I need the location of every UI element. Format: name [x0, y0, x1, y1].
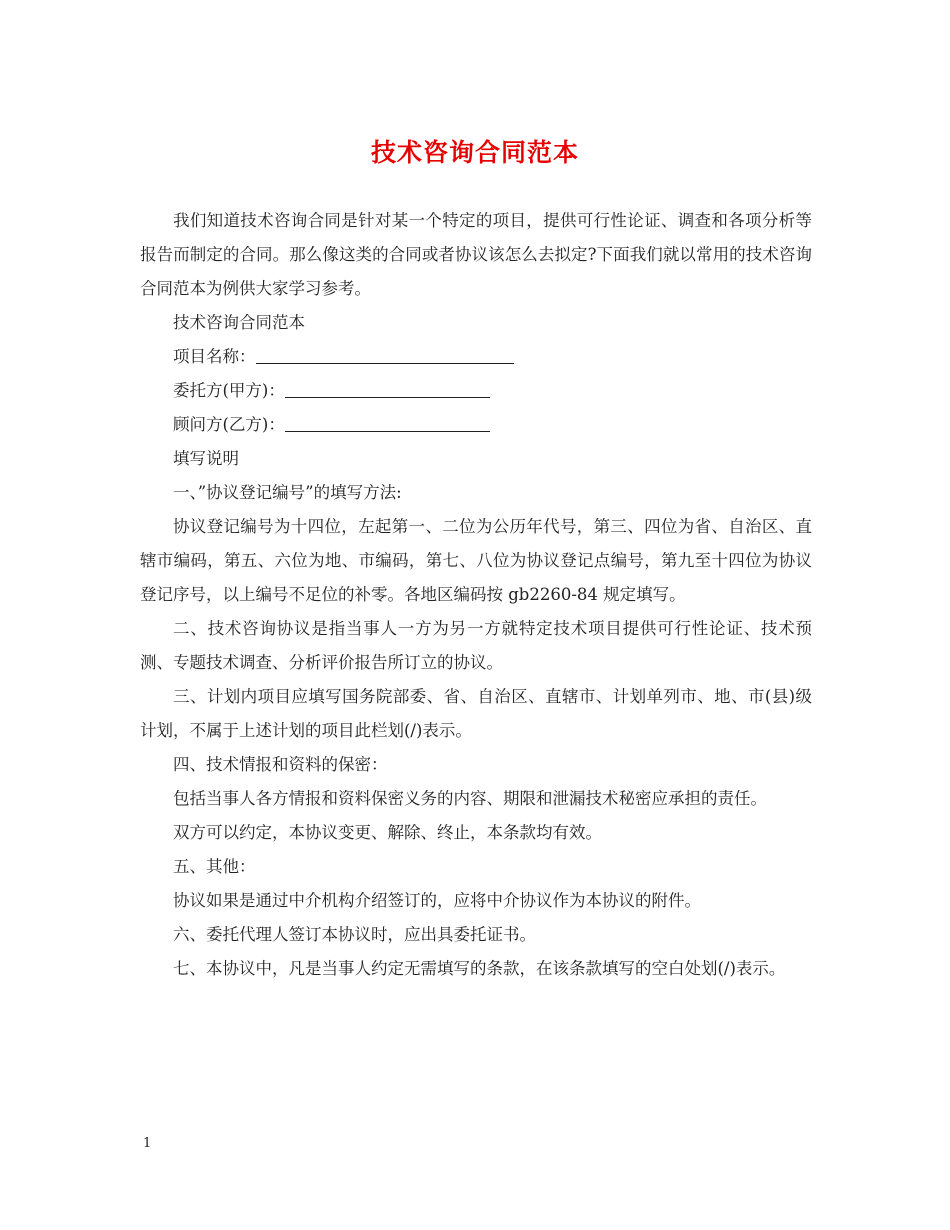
instruction-item: 三、计划内项目应填写国务院部委、省、自治区、直辖市、计划单列市、地、市(县)级计划，不属于上述计划的项目此栏划(/)表示。	[140, 687, 812, 740]
document-title: 技术咨询合同范本	[370, 138, 579, 167]
instruction-item: 包括当事人各方情报和资料保密义务的内容、期限和泄漏技术秘密应承担的责任。	[173, 789, 767, 808]
instruction-item: 五、其他：	[173, 857, 256, 876]
document-body	[140, 204, 812, 986]
consultant-blank	[285, 413, 490, 432]
instruction-item: 协议如果是通过中介机构介绍签订的，应将中介协议作为本协议的附件。	[173, 891, 701, 910]
client-field	[140, 374, 812, 408]
page-number: 1	[143, 1136, 152, 1151]
instruction-item: 双方可以约定，本协议变更、解除、终止，本条款均有效。	[173, 823, 602, 842]
client-label: 委托方(甲方)：	[173, 381, 285, 400]
instruction-item: 七、本协议中，凡是当事人约定无需填写的条款，在该条款填写的空白处划(/)表示。	[173, 959, 786, 978]
project-name-label: 项目名称：	[173, 347, 256, 366]
instruction-item: 协议登记编号为十四位，左起第一、二位为公历年代号，第三、四位为省、自治区、直辖市编码，第五、六位为地、市编码，第七、八位为协议登记点编号，第九至十四位为协议登记序号，以上编号不足位的补零。各地区编码按 gb2260-84 规定填写。	[140, 517, 812, 604]
consultant-label: 顾问方(乙方)：	[173, 415, 285, 434]
instruction-item: 二、技术咨询协议是指当事人一方为另一方就特定技术项目提供可行性论证、技术预测、专题技术调查、分析评价报告所订立的协议。	[140, 619, 812, 672]
instruction-item: 六、委托代理人签订本协议时，应出具委托证书。	[173, 925, 536, 944]
project-name-blank	[256, 345, 514, 364]
project-name-field	[140, 340, 812, 374]
instruction-item: 四、技术情报和资料的保密：	[173, 755, 388, 774]
client-blank	[285, 379, 490, 398]
intro-paragraph: 我们知道技术咨询合同是针对某一个特定的项目，提供可行性论证、调查和各项分析等报告而制定的合同。那么像这类的合同或者协议该怎么去拟定?下面我们就以常用的技术咨询合同范本为例供大家学习参考。	[140, 211, 812, 298]
instruction-item: 一、”协议登记编号”的填写方法:	[173, 483, 402, 502]
contract-subtitle: 技术咨询合同范本	[173, 313, 305, 332]
consultant-field	[140, 408, 812, 442]
instructions-heading: 填写说明	[173, 449, 239, 468]
